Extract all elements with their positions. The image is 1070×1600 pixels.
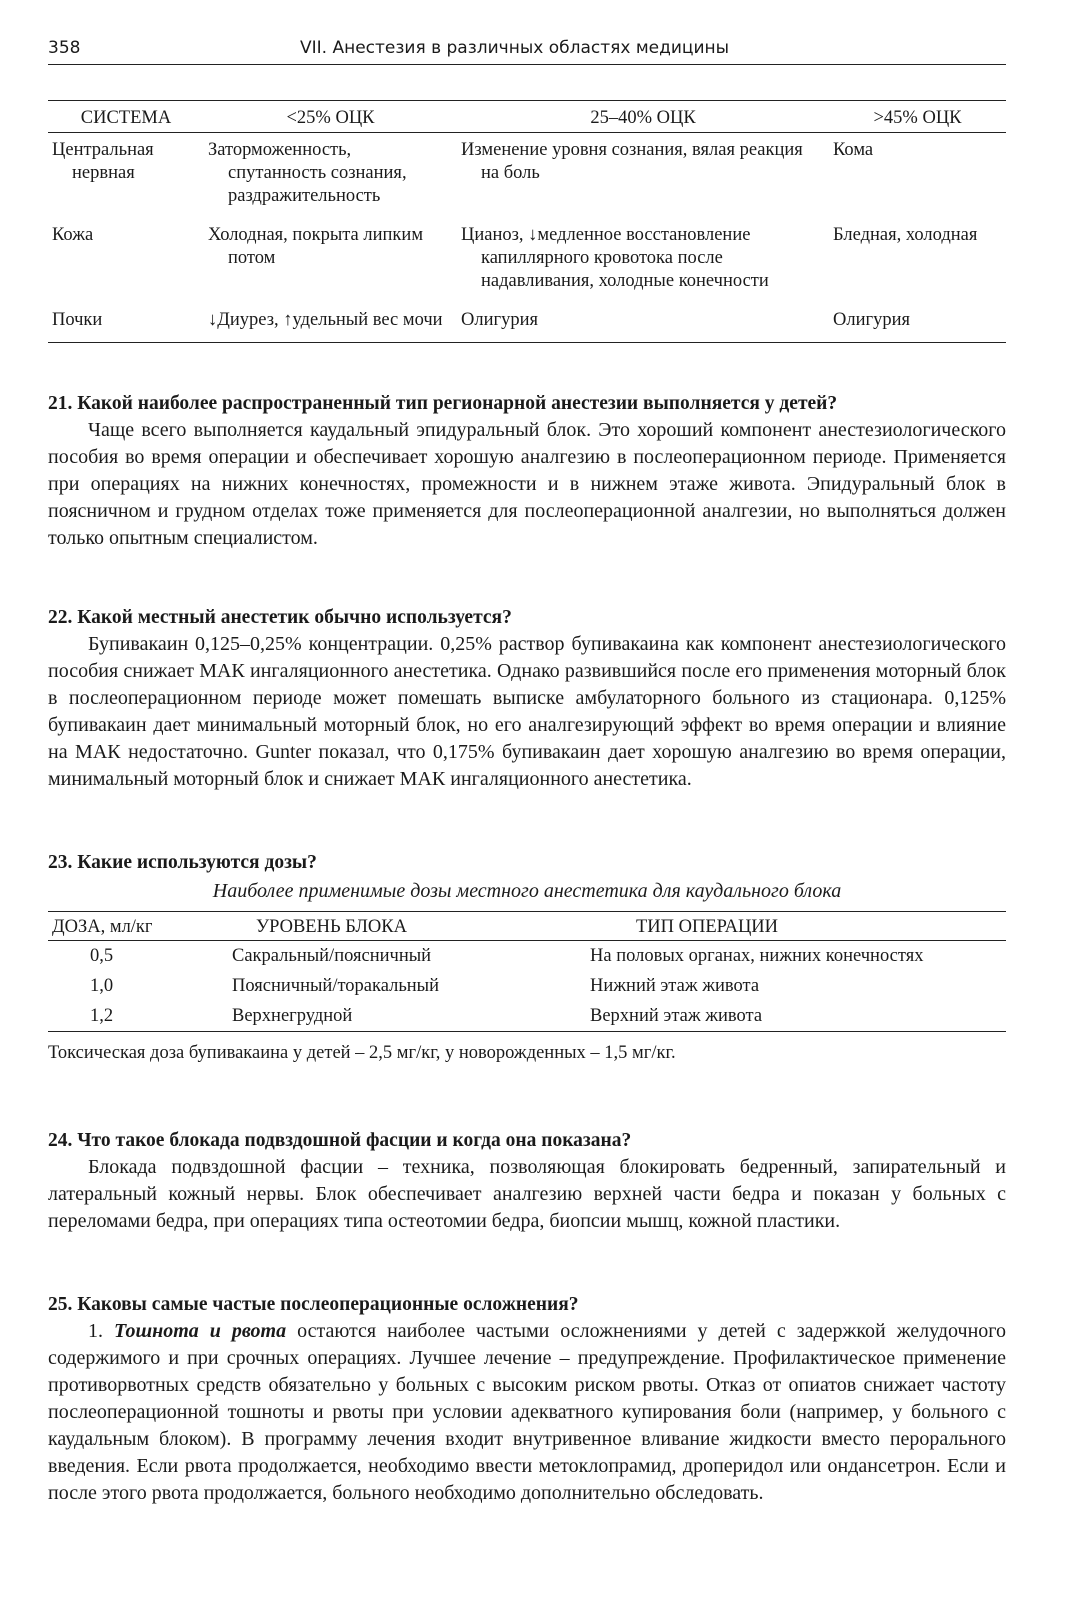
blood-loss-table xyxy=(48,100,1006,343)
question-heading: 24. Что такое блокада подвздошной фасции и когда она показана? xyxy=(48,1130,632,1151)
table-row xyxy=(48,971,1006,1001)
table-row xyxy=(48,303,1006,343)
table-row xyxy=(48,1001,1006,1032)
table-cell: На половых органах, нижних конечностях xyxy=(590,946,924,966)
section-q22 xyxy=(48,604,1006,793)
item-number: 1. xyxy=(88,1320,103,1342)
table-cell: Верхний этаж живота xyxy=(586,1001,1006,1032)
table-cell: Изменение уровня сознания, вялая реакция на боль xyxy=(461,140,803,183)
table-cell: Кожа xyxy=(52,225,94,245)
table-cell: Почки xyxy=(52,310,103,330)
question-heading: 25. Каковы самые частые послеоперационные осложнения? xyxy=(48,1294,579,1315)
answer-paragraph: Блокада подвздошной фасции – техника, позволяющая блокировать бедренный, запирательный и латеральный кожный нервы. Блок обеспечивает аналгезию верхней части бедра и показан у больных с переломами бедра, при операциях типа остеотомии бедра, биопсии мышц, кожной пластики. xyxy=(48,1156,1006,1232)
answer-paragraph xyxy=(48,1318,1006,1507)
column-header: ДОЗА, мл/кг xyxy=(48,912,228,941)
table-cell: Олигурия xyxy=(461,310,538,330)
answer-paragraph: Бупивакаин 0,125–0,25% концентрации. 0,25% раствор бупивакаина как компонент анестезиологического пособия снижает МАК ингаляционного анестетика. Однако развившийся после его применения моторный блок в послеоперационном периоде может помешать выписке амбулаторного больного из стационара. 0,125% бупивакаин дает минимальный моторный блок, но его аналгезирующий эффект во время операции и влияние на МАК недостаточно. Gunter показал, что 0,175% бупивакаин дает хорошую аналгезию во время операции, минимальный моторный блок и снижает МАК ингаляционного анестетика. xyxy=(48,633,1006,790)
table-cell: 1,0 xyxy=(90,976,114,996)
table-cell: Цианоз, ↓медленное восстановление капиллярного кровотока после надавливания, холодные конечности xyxy=(461,225,769,291)
running-head xyxy=(48,34,1006,65)
table-cell: Заторможенность, спутанность сознания, раздражительность xyxy=(208,140,407,206)
table-header-row xyxy=(48,912,1006,941)
table-row xyxy=(48,941,1006,972)
column-header: ТИП ОПЕРАЦИИ xyxy=(586,912,1006,941)
dose-table xyxy=(48,911,1006,1032)
item-text: остаются наиболее частыми осложнениями у детей с задержкой желудочного содержимого и при срочных операциях. Лучшее лечение – предупреждение. Профилактическое применение противорвотных средств обязательно у больных с высоким риском рвоты. Отказ от опиатов снижает частоту послеоперационной тошноты и рвоты при условии адекватного купирования боли (например, у больного с каудальным блоком). В программу лечения входит внутривенное вливание жидкости вместо перорального введения. Если рвота продолжается, необходимо ввести метоклопрамид, дроперидол или ондансетрон. Если и после этого рвота продолжается, больного необходимо дополнительно обследовать. xyxy=(48,1320,1007,1504)
section-q25 xyxy=(48,1291,1006,1507)
table-row xyxy=(48,133,1006,219)
column-header: СИСТЕМА xyxy=(48,101,204,133)
column-header: <25% ОЦК xyxy=(204,101,457,133)
table-cell: Поясничный/торакальный xyxy=(232,976,439,996)
table-cell: Кома xyxy=(833,140,874,160)
column-header: >45% ОЦК xyxy=(829,101,1006,133)
question-heading: 22. Какой местный анестетик обычно используется? xyxy=(48,607,512,628)
question-heading: 21. Какой наиболее распространенный тип регионарной анестезии выполняется у детей? xyxy=(48,393,838,414)
table-cell: Холодная, покрыта липким потом xyxy=(208,225,424,268)
table-cell: 1,2 xyxy=(48,1001,228,1032)
table-cell: Нижний этаж живота xyxy=(590,976,760,996)
section-q24 xyxy=(48,1127,1006,1235)
table-cell: Центральная нервная xyxy=(52,140,154,183)
table-row xyxy=(48,218,1006,303)
page-number: 358 xyxy=(48,38,81,58)
table-cell: 0,5 xyxy=(90,946,114,966)
table-cell: ↓Диурез, ↑удельный вес мочи xyxy=(208,310,443,330)
toxic-dose-note: Токсическая доза бупивакаина у детей – 2,5 мг/кг, у новорожденных – 1,5 мг/кг. xyxy=(48,1043,676,1063)
section-q21 xyxy=(48,390,1006,552)
answer-paragraph: Чаще всего выполняется каудальный эпидуральный блок. Это хороший компонент анестезиологического пособия во время операции и обеспечивает хорошую аналгезию в послеоперационном периоде. Применяется при операциях на нижних конечностях, промежности и в нижнем этаже живота. Эпидуральный блок в поясничном и грудном отделах тоже применяется для послеоперационной аналгезии, но выполняться должен только опытным специалистом. xyxy=(48,419,1006,549)
section-q23 xyxy=(48,849,1006,1086)
table-cell: Сакральный/поясничный xyxy=(232,946,432,966)
table-caption: Наиболее применимые дозы местного анестетика для каудального блока xyxy=(212,880,842,902)
column-header: 25–40% ОЦК xyxy=(457,101,829,133)
book-page xyxy=(48,34,1007,1504)
table-header-row xyxy=(48,101,1006,133)
question-heading: 23. Какие используются дозы? xyxy=(48,852,317,873)
table-cell: Бледная, холодная xyxy=(833,225,978,245)
column-header: УРОВЕНЬ БЛОКА xyxy=(228,912,586,941)
table-cell: Олигурия xyxy=(833,310,910,330)
item-emphasis: Тошнота и рвота xyxy=(113,1320,287,1342)
table-cell: Верхнегрудной xyxy=(228,1001,586,1032)
chapter-title: VII. Анестезия в различных областях медицины xyxy=(300,38,730,58)
